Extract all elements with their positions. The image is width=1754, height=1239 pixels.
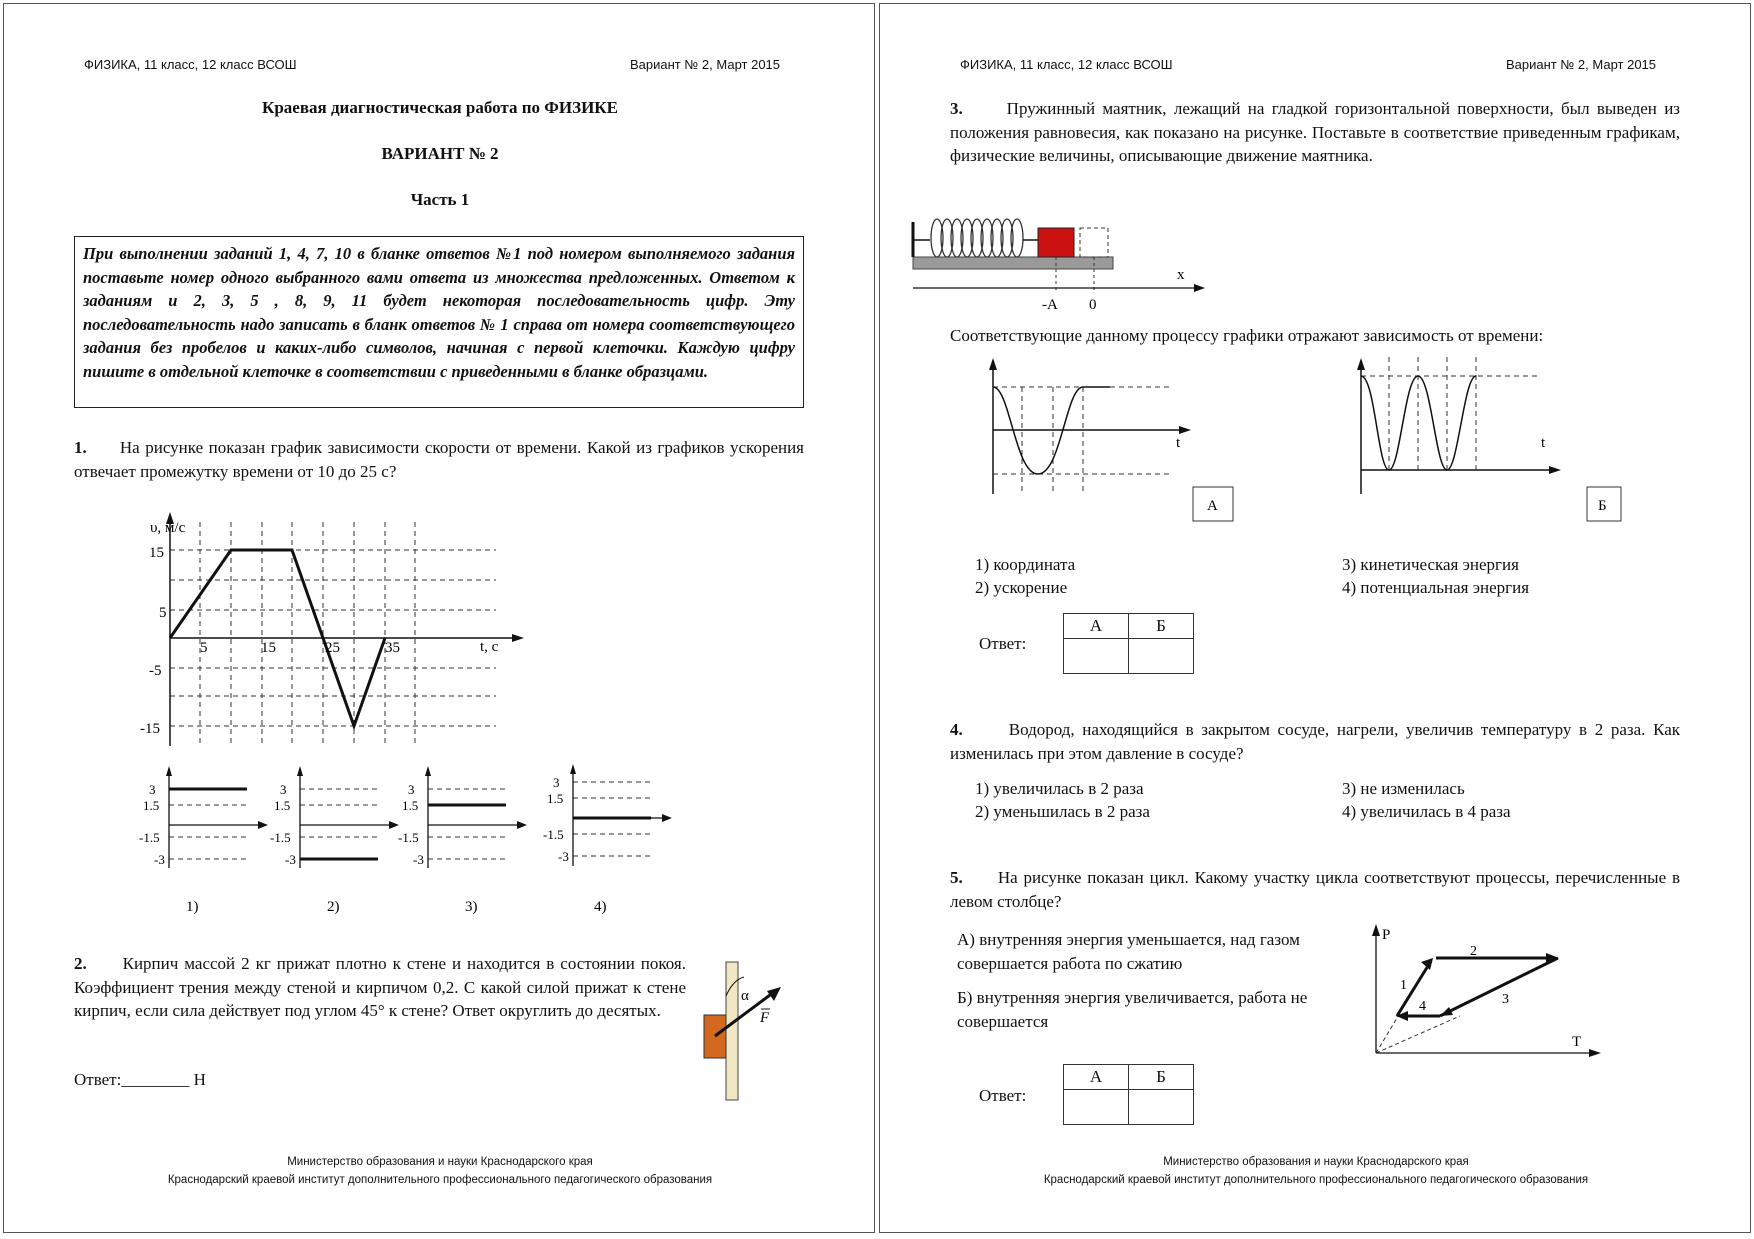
tick: -1.5 [398, 830, 419, 845]
x-tick: 5 [200, 640, 208, 656]
segment-4-label: 4 [1419, 999, 1426, 1014]
graph-option-label: 2) [327, 899, 340, 915]
tick: 1.5 [547, 791, 564, 806]
segment-3-arrow [1440, 1007, 1453, 1016]
brick [704, 1015, 726, 1058]
tick: -1.5 [139, 830, 160, 845]
x-axis-label: t, с [480, 639, 499, 655]
tick: -3 [154, 852, 165, 867]
option-4: 4) потенциальная энергия [1342, 578, 1530, 597]
part-title: Часть 1 [410, 190, 470, 209]
footer-line-1: Министерство образования и науки Краснодарского края [1163, 1156, 1469, 1168]
tick: -1.5 [270, 830, 291, 845]
answer-col-a: А [1064, 1065, 1129, 1090]
box-b-label: Б [1598, 498, 1607, 514]
tick: -3 [413, 852, 424, 867]
wall [726, 962, 738, 1100]
t-axis-label: t [1541, 435, 1546, 451]
header-right: Вариант № 2, Март 2015 [1506, 57, 1657, 72]
question-number: 3. [950, 99, 963, 118]
graph-option-label: 3) [465, 899, 478, 915]
page-title: Краевая диагностическая работа по ФИЗИКЕ [262, 98, 618, 117]
answer-label: Ответ: [979, 634, 1027, 653]
brick-diagram [4, 4, 875, 1233]
process-item-a: А) внутренняя энергия уменьшается, над газом совершается работа по сжатию [957, 930, 1300, 973]
tick: 1.5 [274, 798, 291, 813]
tick: 3 [280, 782, 287, 797]
answer-col-b: Б [1129, 614, 1194, 639]
answer-table [1063, 1064, 1194, 1125]
footer-line-2: Краснодарский краевой институт дополнительного профессионального педагогического образования [1043, 1174, 1589, 1186]
t-axis-label: t [1176, 435, 1181, 451]
option-4: 4) увеличилась в 4 раза [1342, 802, 1511, 821]
minus-a-label: -A [1042, 297, 1058, 313]
answer-line: Ответ:________ Н [74, 1070, 206, 1089]
answer-col-b: Б [1129, 1065, 1194, 1090]
isochore-line [1376, 1016, 1460, 1053]
instructions-box: При выполнении заданий 1, 4, 7, 10 в бланке ответов №1 под номером выполняемого задания поставьте номер одного выбранного вами ответа из множества предложенных. Ответом к заданиям и 2, 3, 5 , 8, 9, 11 будет некоторая последовательность цифр. Эту последовательность надо записать в бланк ответов № 1 справа от номера соответствующего задания без пробелов и каких-либо символов, начиная с первой клеточки. Каждую цифру пишите в отдельной клеточке в соответствии с приведенными в бланке образцами. [74, 236, 804, 408]
page-right [879, 3, 1751, 1233]
question-number: 5. [950, 868, 963, 887]
answer-label: Ответ: [979, 1086, 1027, 1105]
option-1: 1) увеличилась в 2 раза [975, 779, 1144, 798]
variant-title: ВАРИАНТ № 2 [381, 144, 499, 163]
footer-line-2: Краснодарский краевой институт дополнительного профессионального педагогического образования [167, 1174, 713, 1186]
x-tick: 15 [261, 640, 276, 656]
header-right: Вариант № 2, Март 2015 [630, 57, 781, 72]
question-text: На рисунке показан цикл. Какому участку цикла соответствуют процессы, перечисленные в левом столбце? [950, 868, 1681, 911]
question-number: 2. [74, 954, 87, 973]
angle-label: α [741, 988, 749, 1004]
footer-line-1: Министерство образования и науки Краснодарского края [287, 1156, 593, 1168]
question-text: Пружинный маятник, лежащий на гладкой горизонтальной поверхности, был выведен из положения равновесия, как показано на рисунке. Поставьте в соответствие приведенным графикам, физические величины, описывающие движение маятника. [950, 99, 1681, 165]
graph-option-label: 4) [594, 899, 607, 915]
y-axis-label: υ, м/с [150, 520, 186, 536]
segment-2-label: 2 [1470, 944, 1477, 959]
p-axis-arrow [1372, 924, 1380, 936]
x-tick: 35 [385, 640, 400, 656]
answer-col-a: А [1064, 614, 1129, 639]
question-text: На рисунке показан график зависимости скорости от времени. Какой из графиков ускорения отвечает промежутку времени от 10 до 25 с? [74, 438, 805, 481]
force-label: F [760, 1010, 770, 1026]
tick: -1.5 [543, 827, 564, 842]
process-item-b: Б) внутренняя энергия увеличивается, работа не совершается [957, 988, 1308, 1031]
option-2: 2) ускорение [975, 578, 1068, 597]
question-text: Водород, находящийся в закрытом сосуде, нагрели, увеличив температуру в 2 раза. Как изменилась при этом давление в сосуде? [950, 720, 1681, 763]
y-tick: -5 [149, 663, 162, 679]
segment-1-label: 1 [1400, 978, 1407, 993]
t-axis-arrow [1589, 1049, 1601, 1057]
tick: -3 [558, 849, 569, 864]
x-tick: 25 [325, 640, 340, 656]
graphs-caption: Соответствующие данному процессу графики отражают зависимость от времени: [950, 326, 1544, 345]
box-a-label: А [1207, 498, 1218, 514]
tick: 3 [553, 775, 560, 790]
page-left [3, 3, 875, 1233]
option-3: 3) не изменилась [1342, 779, 1465, 798]
p-axis-label: P [1382, 927, 1391, 943]
segment-3-label: 3 [1502, 992, 1509, 1007]
question-text: Кирпич массой 2 кг прижат плотно к стене и находится в состоянии покоя. Коэффициент трения между стеной и кирпичом 0,2. С какой силой прижат к стене кирпич, если сила действует под углом 45° к стене? Ответ округлить до десятых. [74, 954, 687, 1020]
tick: 1.5 [402, 798, 419, 813]
y-tick: 5 [159, 605, 167, 621]
segment-3 [1440, 958, 1558, 1016]
header-left: ФИЗИКА, 11 класс, 12 класс ВСОШ [84, 57, 297, 72]
tick: 1.5 [143, 798, 160, 813]
y-tick: 15 [149, 545, 164, 561]
option-3: 3) кинетическая энергия [1342, 555, 1519, 574]
question-number: 4. [950, 720, 963, 739]
header-left: ФИЗИКА, 11 класс, 12 класс ВСОШ [960, 57, 1173, 72]
graph-option-label: 1) [186, 899, 199, 915]
y-tick: -15 [140, 721, 160, 737]
x-axis-label: x [1177, 267, 1185, 283]
tick: -3 [285, 852, 296, 867]
answer-cell-b[interactable] [1129, 1090, 1194, 1125]
t-axis-label: T [1572, 1034, 1582, 1050]
answer-cell-a[interactable] [1064, 1090, 1129, 1125]
tick: 3 [149, 782, 156, 797]
option-1: 1) координата [975, 555, 1076, 574]
tick: 3 [408, 782, 415, 797]
pt-cycle-diagram [880, 4, 1751, 1233]
zero-label: 0 [1089, 297, 1097, 313]
question-number: 1. [74, 438, 87, 457]
option-2: 2) уменьшилась в 2 раза [975, 802, 1150, 821]
